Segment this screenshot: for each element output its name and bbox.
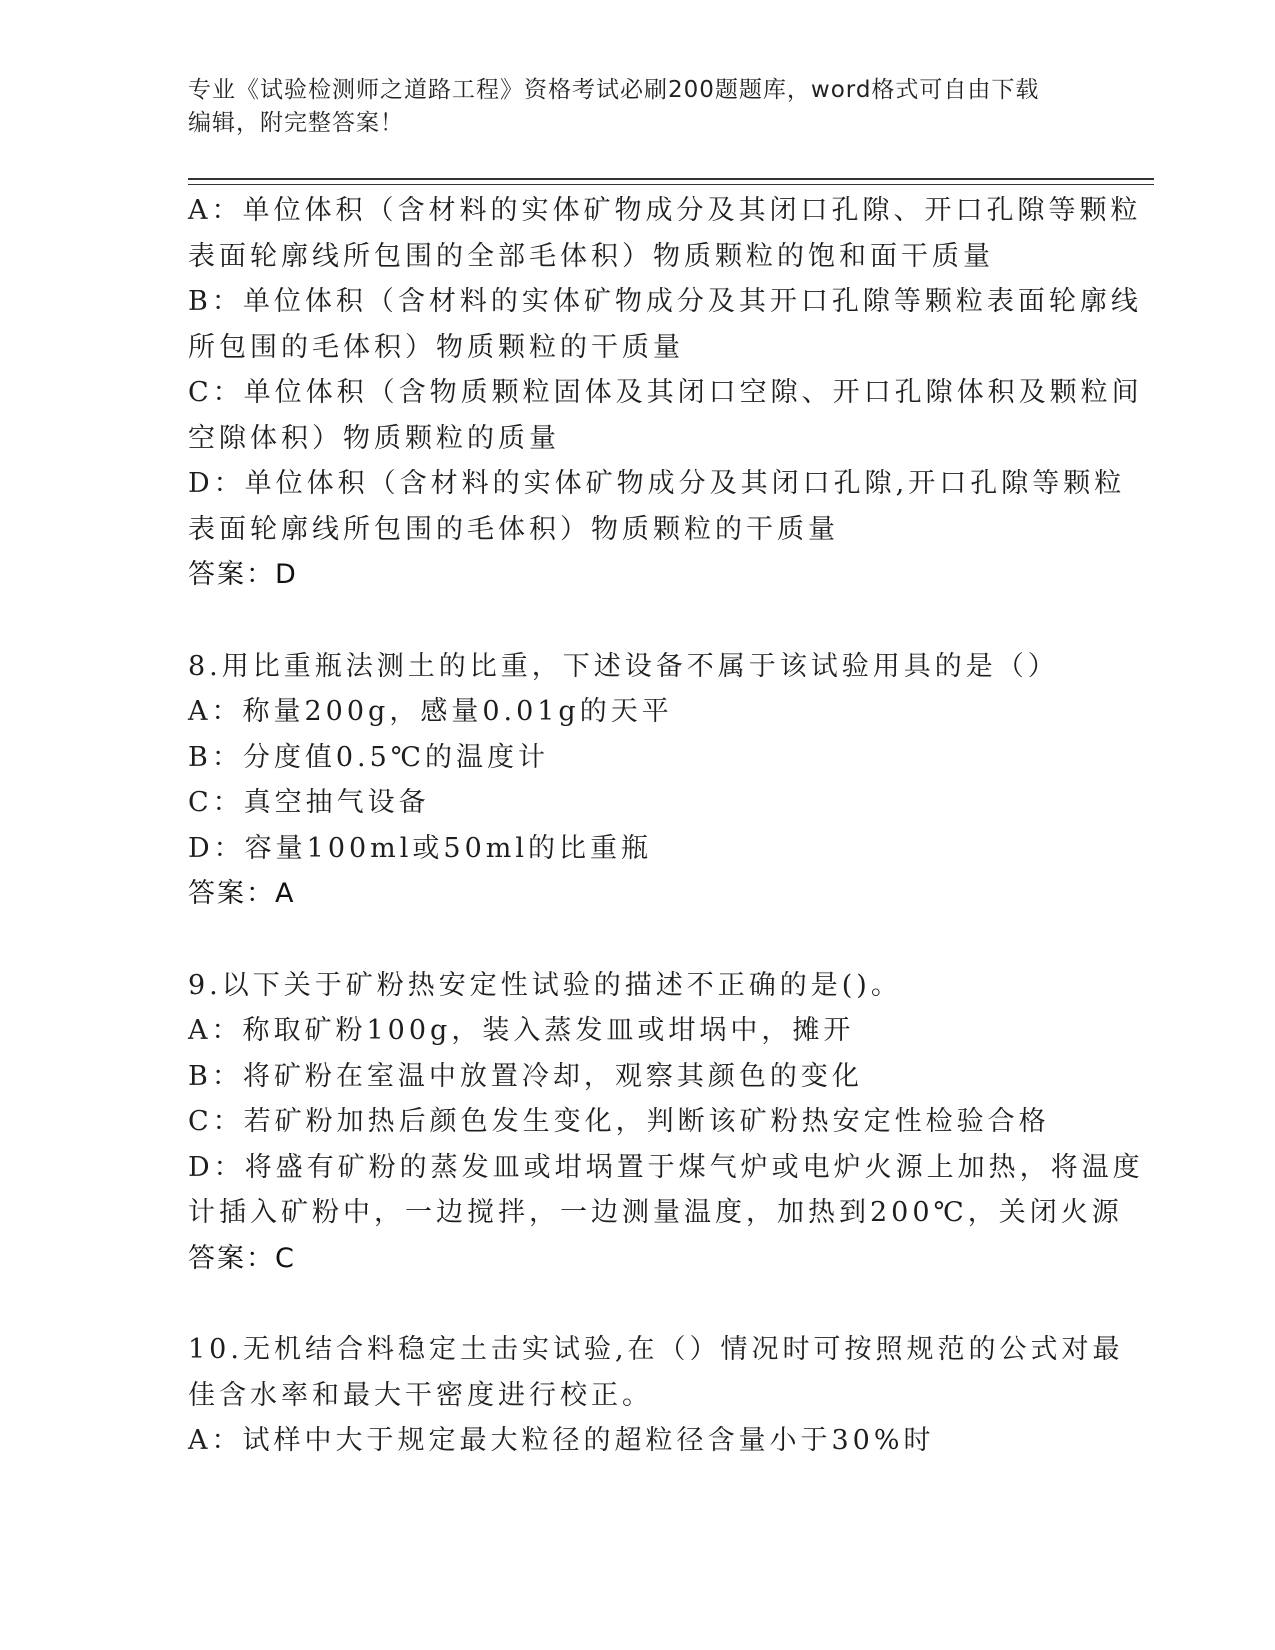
- question-text-line-1: 10.无机结合料稳定土击实试验,在（）情况时可按照规范的公式对最: [188, 1334, 1124, 1365]
- option-d: D：容量100ml或50ml的比重瓶: [188, 832, 653, 864]
- question-text: 8.用比重瓶法测土的比重，下述设备不属于该试验用具的是（）: [188, 650, 1059, 682]
- spacer: [188, 1281, 1088, 1327]
- option-a: A：称量200g，感量0.01g的天平: [188, 696, 673, 727]
- header-title-line-2: 编辑，附完整答案！: [188, 110, 404, 136]
- question-text-line-2: 佳含水率和最大干密度进行校正。: [188, 1379, 653, 1411]
- option-d-line-2: 计插入矿粉中，一边搅拌，一边测量温度，加热到200℃，关闭火源: [188, 1197, 1123, 1228]
- question-8: [188, 644, 1088, 917]
- option-d-line-2: 表面轮廓线所包围的毛体积）物质颗粒的干质量: [188, 513, 839, 545]
- answer-line: 答案：D: [188, 559, 298, 590]
- option-a-line-1: A：单位体积（含材料的实体矿物成分及其闭口孔隙、开口孔隙等颗粒: [188, 195, 1142, 226]
- header-title-line-1: 专业《试验检测师之道路工程》资格考试必刷200题题库，word格式可自由下载: [188, 77, 1040, 103]
- option-d-line-1: D：将盛有矿粉的蒸发皿或坩埚置于煤气炉或电炉火源上加热，将温度: [188, 1151, 1144, 1183]
- document-header: [188, 74, 1068, 140]
- option-d-line-1: D：单位体积（含材料的实体矿物成分及其闭口孔隙,开口孔隙等颗粒: [188, 468, 1126, 499]
- option-c-line-1: C：单位体积（含物质颗粒固体及其闭口空隙、开口孔隙体积及颗粒间: [188, 377, 1143, 408]
- option-a-line-2: 表面轮廓线所包围的全部毛体积）物质颗粒的饱和面干质量: [188, 240, 994, 272]
- question-7-options: [188, 188, 1143, 598]
- option-c: C：真空抽气设备: [188, 787, 430, 818]
- option-b-line-2: 所包围的毛体积）物质颗粒的干质量: [188, 331, 684, 363]
- option-c-line-2: 空隙体积）物质颗粒的质量: [188, 422, 560, 454]
- header-divider: [188, 178, 1154, 185]
- question-text: 9.以下关于矿粉热安定性试验的描述不正确的是()。: [188, 969, 902, 1001]
- spacer: [188, 598, 1088, 644]
- option-a: A：称取矿粉100g，装入蒸发皿或坩埚中，摊开: [188, 1015, 855, 1046]
- answer-line: 答案：C: [188, 1242, 296, 1274]
- option-b: B：将矿粉在室温中放置冷却，观察其颜色的变化: [188, 1060, 863, 1092]
- document-body: [188, 188, 1144, 1464]
- spacer: [188, 917, 1088, 963]
- answer-line: 答案：A: [188, 878, 296, 909]
- option-b-line-1: B：单位体积（含材料的实体矿物成分及其开口孔隙等颗粒表面轮廓线: [188, 286, 1142, 317]
- option-b: B：分度值0.5℃的温度计: [188, 741, 549, 773]
- option-a: A：试样中大于规定最大粒径的超粒径含量小于30%时: [188, 1425, 935, 1456]
- question-9: [188, 963, 1144, 1282]
- question-10: [188, 1327, 1124, 1464]
- option-c: C：若矿粉加热后颜色发生变化，判断该矿粉热安定性检验合格: [188, 1106, 1050, 1137]
